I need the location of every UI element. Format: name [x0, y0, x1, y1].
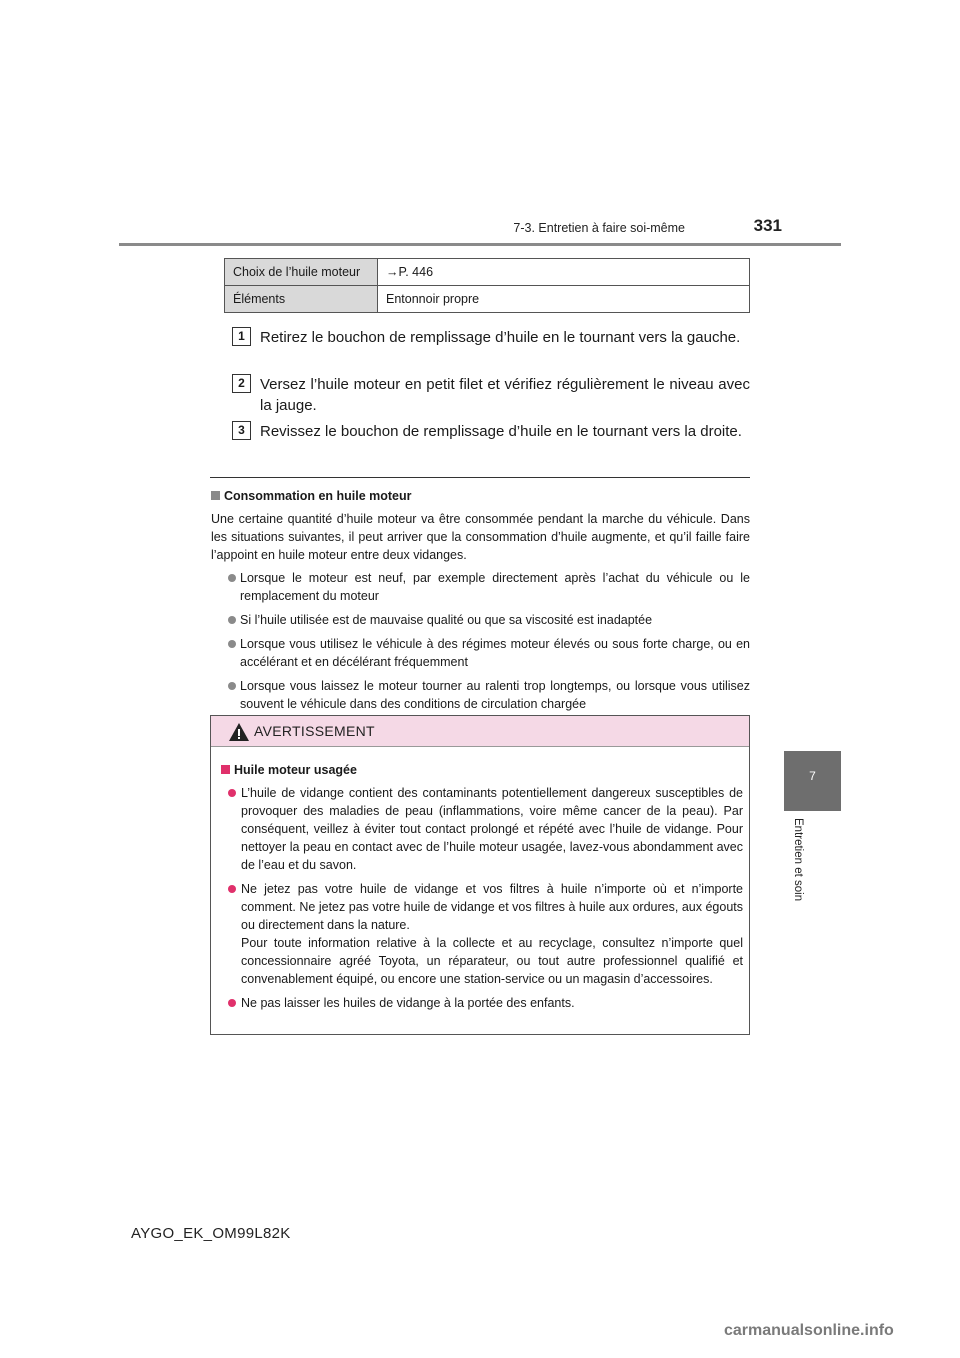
chapter-tab[interactable]: [784, 751, 841, 811]
watermark: carmanualsonline.info: [724, 1322, 894, 1339]
note-title-text: Consommation en huile moteur: [224, 489, 412, 503]
table-value-cell[interactable]: →P. 446: [378, 259, 750, 286]
list-item-text: Ne jetez pas votre huile de vidange et vos filtres à huile n’importe où et n’importe comment. Ne jetez pas votre huile de vidange et vos filtres à huile aux ordures, aux égouts ou directement dans la nature.: [241, 882, 743, 932]
list-item: [221, 784, 743, 874]
table-row: [225, 286, 750, 313]
bullet-dot-icon: [228, 999, 236, 1007]
step-text: Versez l’huile moteur en petit filet et vérifiez régulièrement le niveau avec la jauge.: [260, 376, 750, 414]
chapter-label: [790, 818, 804, 928]
page-number: 331: [753, 216, 782, 235]
step-text: Retirez le bouchon de remplissage d’huile en le tournant vers la gauche.: [260, 329, 741, 346]
list-item-text: Si l’huile utilisée est de mauvaise qualité ou que sa viscosité est inadaptée: [240, 613, 653, 627]
spec-table: [224, 258, 750, 313]
bullet-dot-icon: [228, 574, 236, 582]
step-number-badge: 2: [232, 374, 251, 393]
list-item-text-continued: Pour toute information relative à la collecte et au recyclage, consultez n’importe quel concessionnaire agréé Toyota, un réparateur, ou tout autre professionnel qualifié et convenablement équipé, ou encore une station-service ou un magasin d’accessoires.: [241, 936, 743, 986]
square-bullet-icon: [221, 765, 230, 774]
warning-label: AVERTISSEMENT: [254, 723, 375, 739]
info-note: [211, 487, 750, 719]
header-divider: [119, 243, 841, 246]
list-item-text: Ne pas laisser les huiles de vidange à la portée des enfants.: [241, 996, 575, 1010]
bullet-dot-icon: [228, 789, 236, 797]
table-label-cell: Éléments: [225, 286, 378, 313]
square-bullet-icon: [211, 491, 220, 500]
list-item: [221, 994, 743, 1012]
table-label-cell: Choix de l’huile moteur: [225, 259, 378, 286]
bullet-dot-icon: [228, 885, 236, 893]
note-intro: Une certaine quantité d’huile moteur va être consommée pendant la marche du véhicule. Dans les situations suivantes, il peut arriver que la consommation d’huile augmente, et qu’il faille faire l’appoint en huile moteur entre deux vidanges.: [211, 512, 750, 562]
warning-body: [211, 747, 749, 1012]
chapter-label-text: Entretien et soin: [792, 818, 804, 902]
step-item: [232, 421, 750, 442]
step-text: Revissez le bouchon de remplissage d’huile en le tournant vers la droite.: [260, 423, 742, 440]
table-row: [225, 259, 750, 286]
step-item: [232, 374, 750, 416]
note-bullet-list: [211, 569, 750, 713]
bullet-dot-icon: [228, 616, 236, 624]
document-code: AYGO_EK_OM99L82K: [131, 1225, 291, 1242]
bullet-dot-icon: [228, 640, 236, 648]
list-item: [211, 677, 750, 713]
list-item: [211, 611, 750, 629]
warning-bullet-list: [221, 784, 743, 1012]
chapter-number: 7: [809, 769, 816, 783]
warning-title-text: Huile moteur usagée: [234, 763, 357, 777]
step-number-badge: 3: [232, 421, 251, 440]
step-item: [232, 327, 750, 348]
list-item-text: Lorsque vous laissez le moteur tourner au ralenti trop longtemps, ou lorsque vous utilisez souvent le véhicule dans des conditions de circulation chargée: [240, 679, 750, 711]
step-number-badge: 1: [232, 327, 251, 346]
bullet-dot-icon: [228, 682, 236, 690]
list-item: [221, 880, 743, 988]
list-item: [211, 569, 750, 605]
warning-header: [211, 716, 749, 747]
section-divider: [210, 477, 750, 478]
list-item: [211, 635, 750, 671]
warning-title: [221, 761, 743, 779]
list-item-text: Lorsque le moteur est neuf, par exemple directement après l’achat du véhicule ou le remplacement du moteur: [240, 571, 750, 603]
note-title: [211, 487, 750, 505]
warning-box: [210, 715, 750, 1035]
section-heading: 7-3. Entretien à faire soi-même: [513, 221, 685, 235]
warning-triangle-icon: [228, 722, 250, 742]
list-item-text: Lorsque vous utilisez le véhicule à des régimes moteur élevés ou sous forte charge, ou en accélérant et en décélérant fréquemment: [240, 637, 750, 669]
list-item-text: L’huile de vidange contient des contaminants potentiellement dangereux susceptibles de provoquer des maladies de peau (inflammations, voire même cancer de la peau). Par conséquent, veillez à éviter tout contact prolongé et répété avec l’huile de vidange. Pour nettoyer la peau en contact avec de l’huile moteur usagée, lavez-vous abondamment avec de l’eau et du savon.: [241, 786, 743, 872]
table-value-cell: Entonnoir propre: [378, 286, 750, 313]
